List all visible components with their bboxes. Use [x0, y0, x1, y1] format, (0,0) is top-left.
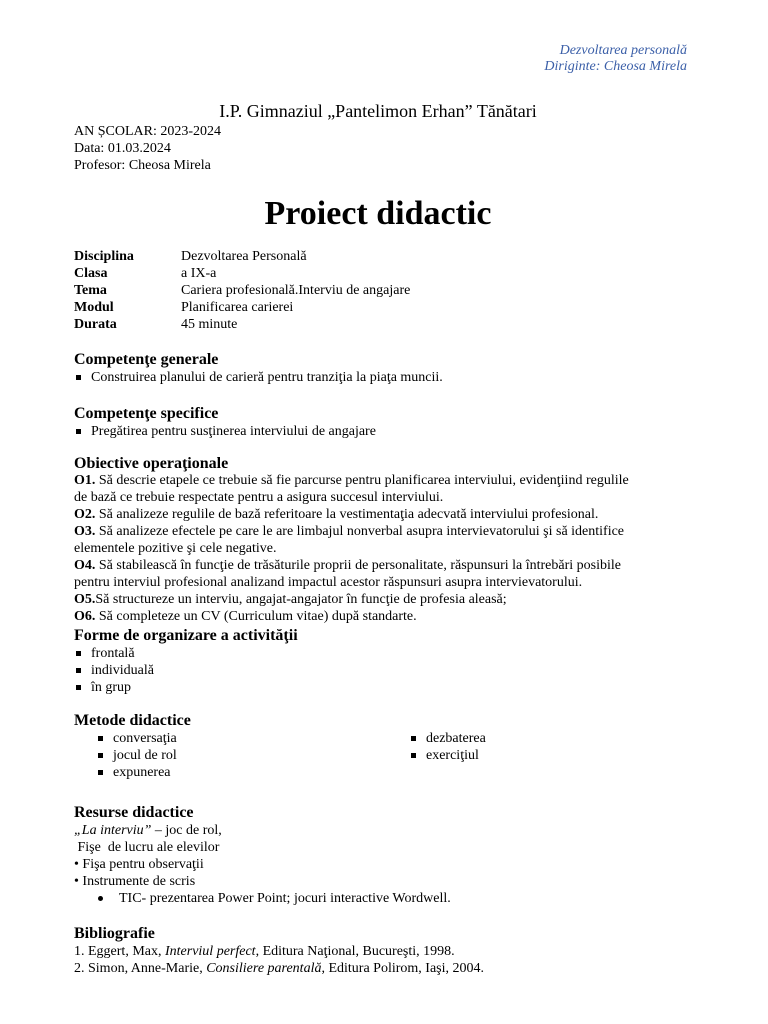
square-bullet-icon — [76, 668, 81, 673]
date: Data: 01.03.2024 — [74, 141, 171, 156]
info-key: Disciplina — [74, 249, 134, 264]
bib-item: 2. Simon, Anne-Marie, Consiliere parentală, Editura Polirom, Iaşi, 2004. — [74, 961, 484, 976]
page-header — [544, 43, 687, 75]
metode-left-column — [96, 730, 177, 781]
section-heading: Metode didactice — [74, 712, 191, 729]
section-heading: Obiective operaţionale — [74, 455, 229, 472]
school-name: I.P. Gimnaziul „Pantelimon Erhan” Tănătari — [219, 101, 537, 121]
section-heading: Competenţe generale — [74, 351, 219, 368]
bibliografie-section — [74, 924, 484, 977]
objective-o6: O6. Să completeze un CV (Curriculum vitae) după standarte. — [74, 609, 417, 624]
metode-right-column — [409, 730, 486, 764]
info-key: Modul — [74, 300, 114, 315]
info-key: Clasa — [74, 266, 108, 281]
obiective-section — [74, 455, 714, 625]
resource-tic: TIC- prezentarea Power Point; jocuri interactive Wordwell. — [74, 890, 451, 907]
resource-observatii: • Fişa pentru observaţii — [74, 857, 204, 872]
list-item: jocul de rol — [96, 747, 177, 764]
list-item: dezbaterea — [409, 730, 486, 747]
square-bullet-icon — [76, 651, 81, 656]
list-item: Pregătirea pentru susţinerea interviului de angajare — [74, 423, 376, 440]
section-heading: Competenţe specifice — [74, 405, 219, 422]
square-bullet-icon — [98, 753, 103, 758]
info-table — [74, 248, 410, 333]
square-bullet-icon — [76, 429, 81, 434]
square-bullet-icon — [76, 375, 81, 380]
list-item: expunerea — [96, 764, 177, 781]
header-subject: Dezvoltarea personală — [559, 43, 687, 58]
meta-block — [74, 123, 221, 174]
header-teacher: Diriginte: Cheosa Mirela — [544, 59, 687, 74]
info-value: Dezvoltarea Personală — [181, 249, 307, 264]
square-bullet-icon — [411, 753, 416, 758]
objective-o2: O2. Să analizeze regulile de bază referitoare la vestimentaţia adecvată interviului profesional. — [74, 507, 599, 522]
square-bullet-icon — [98, 770, 103, 775]
info-value: Cariera profesională.Interviu de angajare — [181, 283, 411, 298]
square-bullet-icon — [411, 736, 416, 741]
list-item: exerciţiul — [409, 747, 486, 764]
school-year: AN ȘCOLAR: 2023-2024 — [74, 124, 222, 139]
info-row — [74, 299, 410, 316]
objective-o1-cont: de bază ce trebuie respectate pentru a asigura succesul interviului. — [74, 490, 444, 505]
square-bullet-icon — [98, 736, 103, 741]
info-row — [74, 265, 410, 282]
metode-section — [74, 711, 674, 781]
page-title: Proiect didactic — [264, 195, 492, 232]
list-item: în grup — [74, 679, 298, 696]
section-heading: Resurse didactice — [74, 804, 194, 821]
competente-specifice-section — [74, 404, 376, 440]
list-item: frontală — [74, 645, 298, 662]
objective-o5: O5.Să structureze un interviu, angajat-angajator în funcţie de profesia aleasă; — [74, 592, 507, 607]
bullet-icon — [98, 896, 103, 901]
resurse-section — [74, 803, 451, 907]
list-item: conversaţia — [96, 730, 177, 747]
resource-joc: „La interviu” – joc de rol, — [74, 823, 222, 838]
info-row — [74, 282, 410, 299]
objective-o3: O3. Să analizeze efectele pe care le are limbajul nonverbal asupra intervievatorului şi să identifice — [74, 524, 625, 539]
competente-generale-section — [74, 350, 443, 386]
resource-fise: Fişe de lucru ale elevilor — [74, 840, 220, 855]
objective-o3-cont: elementele pozitive şi cele negative. — [74, 541, 277, 556]
forme-section — [74, 626, 298, 696]
info-key: Tema — [74, 283, 107, 298]
objective-o4-cont: pentru interviul profesional analizand impactul acestor răspunsuri asupra intervievatorului. — [74, 575, 583, 590]
info-value: Planificarea carierei — [181, 300, 294, 315]
list-item: individuală — [74, 662, 298, 679]
objective-o4: O4. Să stabilească în funcţie de trăsăturile proprii de personalitate, răspunsuri la întrebări posibile — [74, 558, 621, 573]
info-value: a IX-a — [181, 266, 217, 281]
info-value: 45 minute — [181, 317, 238, 332]
section-heading: Bibliografie — [74, 925, 155, 942]
square-bullet-icon — [76, 685, 81, 690]
resource-instrumente: • Instrumente de scris — [74, 874, 196, 889]
objective-o1: O1. Să descrie etapele ce trebuie să fie parcurse pentru planificarea interviului, evidenţiind regulile — [74, 473, 629, 488]
section-heading: Forme de organizare a activităţii — [74, 627, 298, 644]
info-key: Durata — [74, 317, 117, 332]
bib-item: 1. Eggert, Max, Interviul perfect, Editura Naţional, Bucureşti, 1998. — [74, 944, 455, 959]
info-row — [74, 316, 410, 333]
info-row — [74, 248, 410, 265]
list-item: Construirea planului de carieră pentru tranziţia la piaţa muncii. — [74, 369, 443, 386]
teacher: Profesor: Cheosa Mirela — [74, 158, 211, 173]
